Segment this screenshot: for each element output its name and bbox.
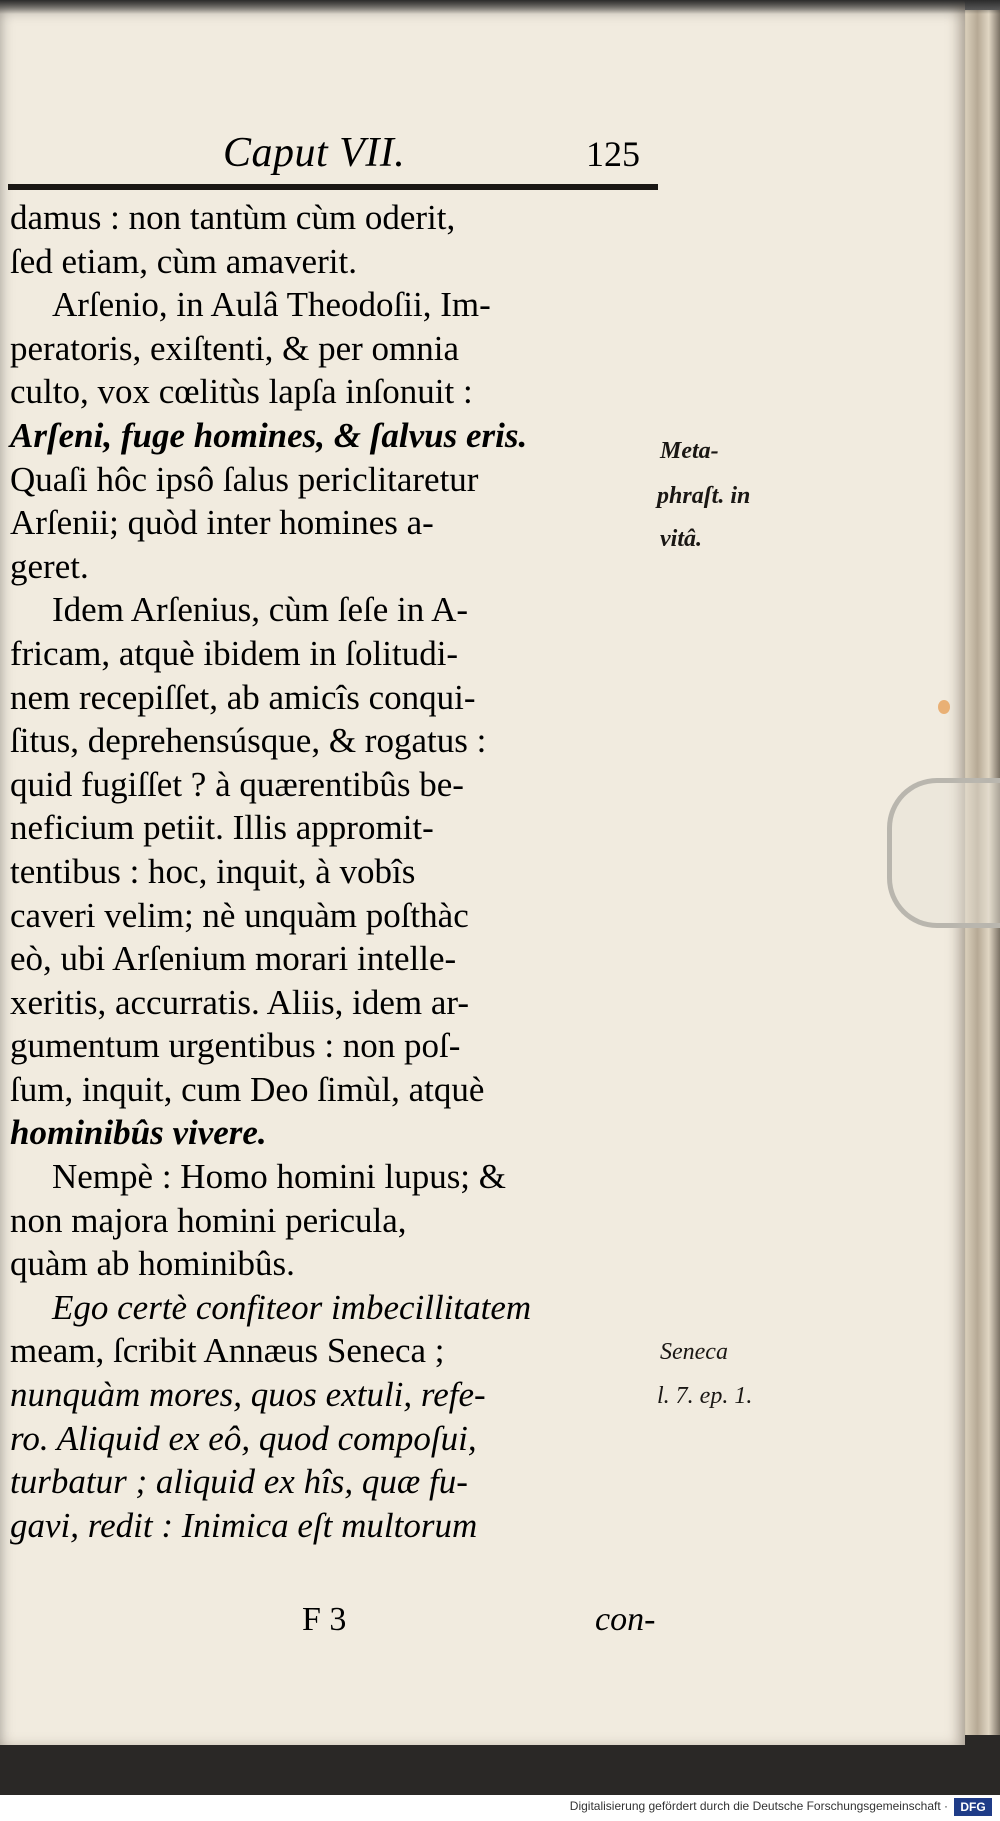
top-shadow xyxy=(0,0,1000,14)
text-line: tentibus : hoc, inquit, à vobîs xyxy=(10,851,416,891)
paper-stain xyxy=(938,700,950,714)
text-line: quàm ab hominibûs. xyxy=(10,1244,295,1284)
text-line: ſed etiam, cùm amaverit. xyxy=(10,241,357,281)
dfg-logo: DFG xyxy=(954,1798,992,1816)
text-line: turbatur ; aliquid ex hîs, quæ fu- xyxy=(10,1462,468,1502)
margin-note: Seneca xyxy=(660,1339,728,1365)
text-line: xeritis, accurratis. Aliis, idem ar- xyxy=(10,982,470,1022)
text-line: nunquàm mores, quos extuli, refe- xyxy=(10,1375,486,1415)
text-line: Quaſi hôc ipsô ſalus periclitaretur xyxy=(10,459,479,499)
page-header xyxy=(8,128,668,178)
text-line: Ego certè confiteor imbecillitatem xyxy=(52,1287,532,1327)
text-line: fricam, atquè ibidem in ſolitudi- xyxy=(10,633,459,673)
margin-note: vitâ. xyxy=(660,526,702,552)
signature-mark: F 3 xyxy=(302,1601,347,1638)
book-clamp xyxy=(887,778,1000,928)
text-line: peratoris, exiſtenti, & per omnia xyxy=(10,328,460,368)
text-line: ſum, inquit, cum Deo ſimùl, atquè xyxy=(10,1069,485,1109)
margin-note: phraſt. in xyxy=(657,483,751,509)
credit-bar xyxy=(0,1795,1000,1821)
margin-note: Meta- xyxy=(660,438,719,464)
text-line: culto, vox cœlitùs lapſa inſonuit : xyxy=(10,372,473,412)
text-line: geret. xyxy=(10,546,89,586)
page-number: 125 xyxy=(586,134,640,174)
header-rule xyxy=(8,184,658,190)
text-line: nem recepiſſet, ab amicîs conqui- xyxy=(10,677,476,717)
text-line: gavi, redit : Inimica eſt multorum xyxy=(10,1505,478,1545)
text-line: hominibûs vivere. xyxy=(10,1113,267,1153)
text-line: Nempè : Homo homini lupus; & xyxy=(52,1157,507,1197)
catchword: con- xyxy=(595,1601,656,1638)
text-line: meam, ſcribit Annæus Seneca ; xyxy=(10,1331,445,1371)
text-line: damus : non tantùm cùm oderit, xyxy=(10,198,456,237)
text-line: Arſeni, fuge homines, & ſalvus eris. xyxy=(10,415,528,455)
text-line: quid fugiſſet ? à quærentibûs be- xyxy=(10,764,464,804)
text-line: gumentum urgentibus : non poſ- xyxy=(10,1026,461,1066)
text-line: Arſenii; quòd inter homines a- xyxy=(10,503,434,543)
text-line: eò, ubi Arſenium morari intelle- xyxy=(10,939,457,979)
text-line: non majora homini pericula, xyxy=(10,1200,407,1240)
margin-note: l. 7. ep. 1. xyxy=(657,1383,753,1409)
page-footer xyxy=(10,1598,670,1642)
text-line: caveri velim; nè unquàm poſthàc xyxy=(10,895,469,935)
text-line: ro. Aliquid ex eô, quod compoſui, xyxy=(10,1418,477,1458)
credit-text: Digitalisierung gefördert durch die Deutsche Forschungsgemeinschaft · xyxy=(569,1799,948,1813)
text-line: Idem Arſenius, cùm ſeſe in A- xyxy=(52,590,469,630)
text-line: neficium petiit. Illis appromit- xyxy=(10,808,434,848)
running-head: Caput VII. xyxy=(223,130,406,176)
text-line: Arſenio, in Aulâ Theodoſii, Im- xyxy=(52,285,491,325)
text-line: ſitus, deprehensúsque, & rogatus : xyxy=(10,721,487,761)
body-text xyxy=(10,196,670,1547)
